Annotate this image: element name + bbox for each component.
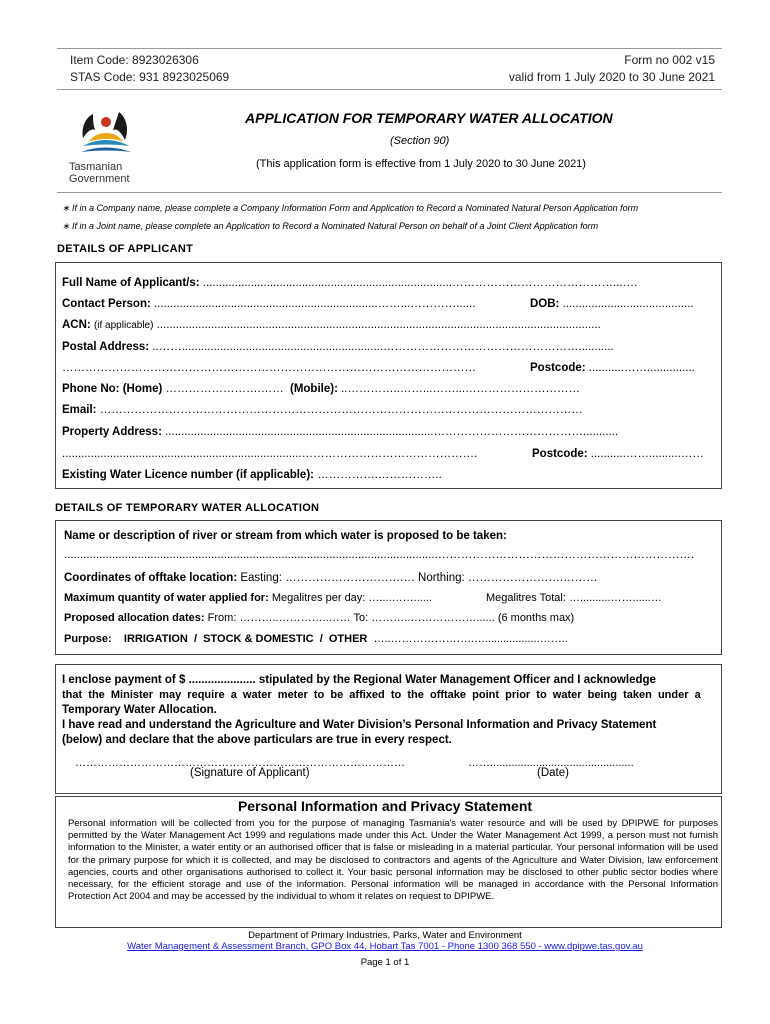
- date-field[interactable]: ……...............................................: [468, 757, 634, 769]
- dob-field[interactable]: DOB: .........................................: [530, 298, 694, 310]
- privacy-body: Personal information will be collected from you for the purpose of managing Tasmania's water resource and will be used by DPIPWE for purposes permitted by the Water Management Act 1999 and regulations made under this Act. Under the Water Management Act 1999, a person must not furnish information to the Minister, a water entity or an authorised officer that is false or misleading in a material particular. Your personal information will be used for the primary purpose for which it is collected, and may be disclosed to contractors and agents of the Agriculture and Water Division, law enforcement agencies, courts and other organisations authorised to collect it. Your basic personal information may be disclosed to other public sector bodies where necessary, for the efficient storage and use of the information. Personal information will be managed in accordance with the Personal Information Protection Act 2004 and may be accessed by the individual to whom it relates on request to DPIPWE.: [68, 818, 718, 903]
- river-field[interactable]: .....................................................................................................................………………………………………………………….: [64, 549, 695, 561]
- mobile-field[interactable]: (Mobile): ..…………..……...……...…………………………: [290, 383, 581, 395]
- stas-code: STAS Code: 931 8923025069: [70, 70, 230, 84]
- effective-note: (This application form is effective from 1 July 2020 to 30 June 2021): [256, 158, 586, 170]
- applicant-heading: DETAILS OF APPLICANT: [57, 243, 194, 255]
- form-number: Form no 002 v15: [624, 53, 715, 67]
- property-address-field[interactable]: Property Address: ....................................................................................…………………………………...........: [62, 426, 619, 438]
- purpose-field[interactable]: Purpose: IRRIGATION / STOCK & DOMESTIC / OTHER …..………………….…...................……..: [64, 633, 568, 645]
- footer-contact-link[interactable]: Water Management & Assessment Branch, GPO Box 44, Hobart Tas 7001 - Phone 1300 368 550 - www.dpipwe.tas.gov.au: [127, 941, 643, 952]
- allocation-heading: DETAILS OF TEMPORARY WATER ALLOCATION: [55, 502, 320, 514]
- licence-field[interactable]: Existing Water Licence number (if applicable): …………….……………..: [62, 469, 442, 481]
- full-name-field[interactable]: Full Name of Applicant/s: ..............................................................................……………………………………...….: [62, 277, 638, 289]
- acn-field[interactable]: ACN: (if applicable) ...........................................................................................................................................: [62, 319, 601, 331]
- coordinates-field[interactable]: Coordinates of offtake location: Easting: ………………………….… Northing: …………………….………: [64, 572, 598, 584]
- valid-period: valid from 1 July 2020 to 30 June 2021: [508, 70, 715, 84]
- date-label: (Date): [537, 767, 569, 779]
- email-field[interactable]: Email: ………………………………………………………………………………………………………………: [62, 404, 583, 416]
- note-company: ∗ If in a Company name, please complete a Company Information Form and Application to Record a Nominated Natural Person Application form: [62, 203, 639, 213]
- footer-department: Department of Primary Industries, Parks, Water and Environment: [248, 930, 522, 941]
- logo-line2: Government: [69, 173, 130, 185]
- postal-address-line2[interactable]: ………………………………………………………………………………………………: [62, 362, 476, 374]
- river-label: Name or description of river or stream from which water is proposed to be taken:: [64, 530, 507, 542]
- max-quantity-field[interactable]: Maximum quantity of water applied for: Megalitres per day: …....……......: [64, 592, 432, 604]
- postcode2-field[interactable]: Postcode: ...........……..........……: [532, 448, 704, 460]
- logo-line1: Tasmanian: [69, 161, 123, 173]
- postcode-field[interactable]: Postcode: ...........……...............: [530, 362, 695, 374]
- total-quantity-field[interactable]: Megalitres Total: …..........……......…: [486, 592, 662, 604]
- declaration-text: I enclose payment of $ ..................... stipulated by the Regional Water Management Officer and I acknowledge that the Minister may require a water meter to be affixed to the offtake point prior to water being taken under a Temporary Water Allocation. I have read and understand the Agriculture and Water Division’s Personal Information and Privacy Statement (below) and declare that the above particulars are true in every respect.: [62, 674, 701, 746]
- tasmanian-government-logo: [67, 108, 147, 185]
- divider: [57, 192, 722, 193]
- form-title: APPLICATION FOR TEMPORARY WATER ALLOCATION: [245, 110, 613, 126]
- payment-amount-field[interactable]: .....................: [188, 674, 256, 686]
- postal-address-field[interactable]: Postal Address: ..……...............................................................……………………………………………...........: [62, 341, 614, 353]
- privacy-heading: Personal Information and Privacy Statement: [237, 798, 533, 814]
- note-joint: ∗ If in a Joint name, please complete an Application to Record a Nominated Natural Person on behalf of a Joint Client Application form: [62, 221, 599, 231]
- allocation-dates-field[interactable]: Proposed allocation dates: From: ………..…………..…… To: ………..………………...... (6 months max): [64, 612, 575, 624]
- purpose-options: IRRIGATION / STOCK & DOMESTIC / OTHER: [123, 633, 368, 645]
- signature-field[interactable]: ………………………………………………………………………………: [75, 757, 405, 769]
- page-number: Page 1 of 1: [360, 957, 410, 968]
- thylacine-icon: [67, 108, 147, 156]
- contact-person-field[interactable]: Contact Person: ......................................................................……...…………......: [62, 298, 476, 310]
- item-code: Item Code: 8923026306: [70, 53, 199, 67]
- property-address-line2[interactable]: ...........................................................................……………………………………….: [62, 448, 478, 460]
- section-label: (Section 90): [390, 135, 450, 147]
- signature-label: (Signature of Applicant): [190, 767, 310, 779]
- phone-home-field[interactable]: Phone No: (Home) …………………….……: [62, 383, 284, 395]
